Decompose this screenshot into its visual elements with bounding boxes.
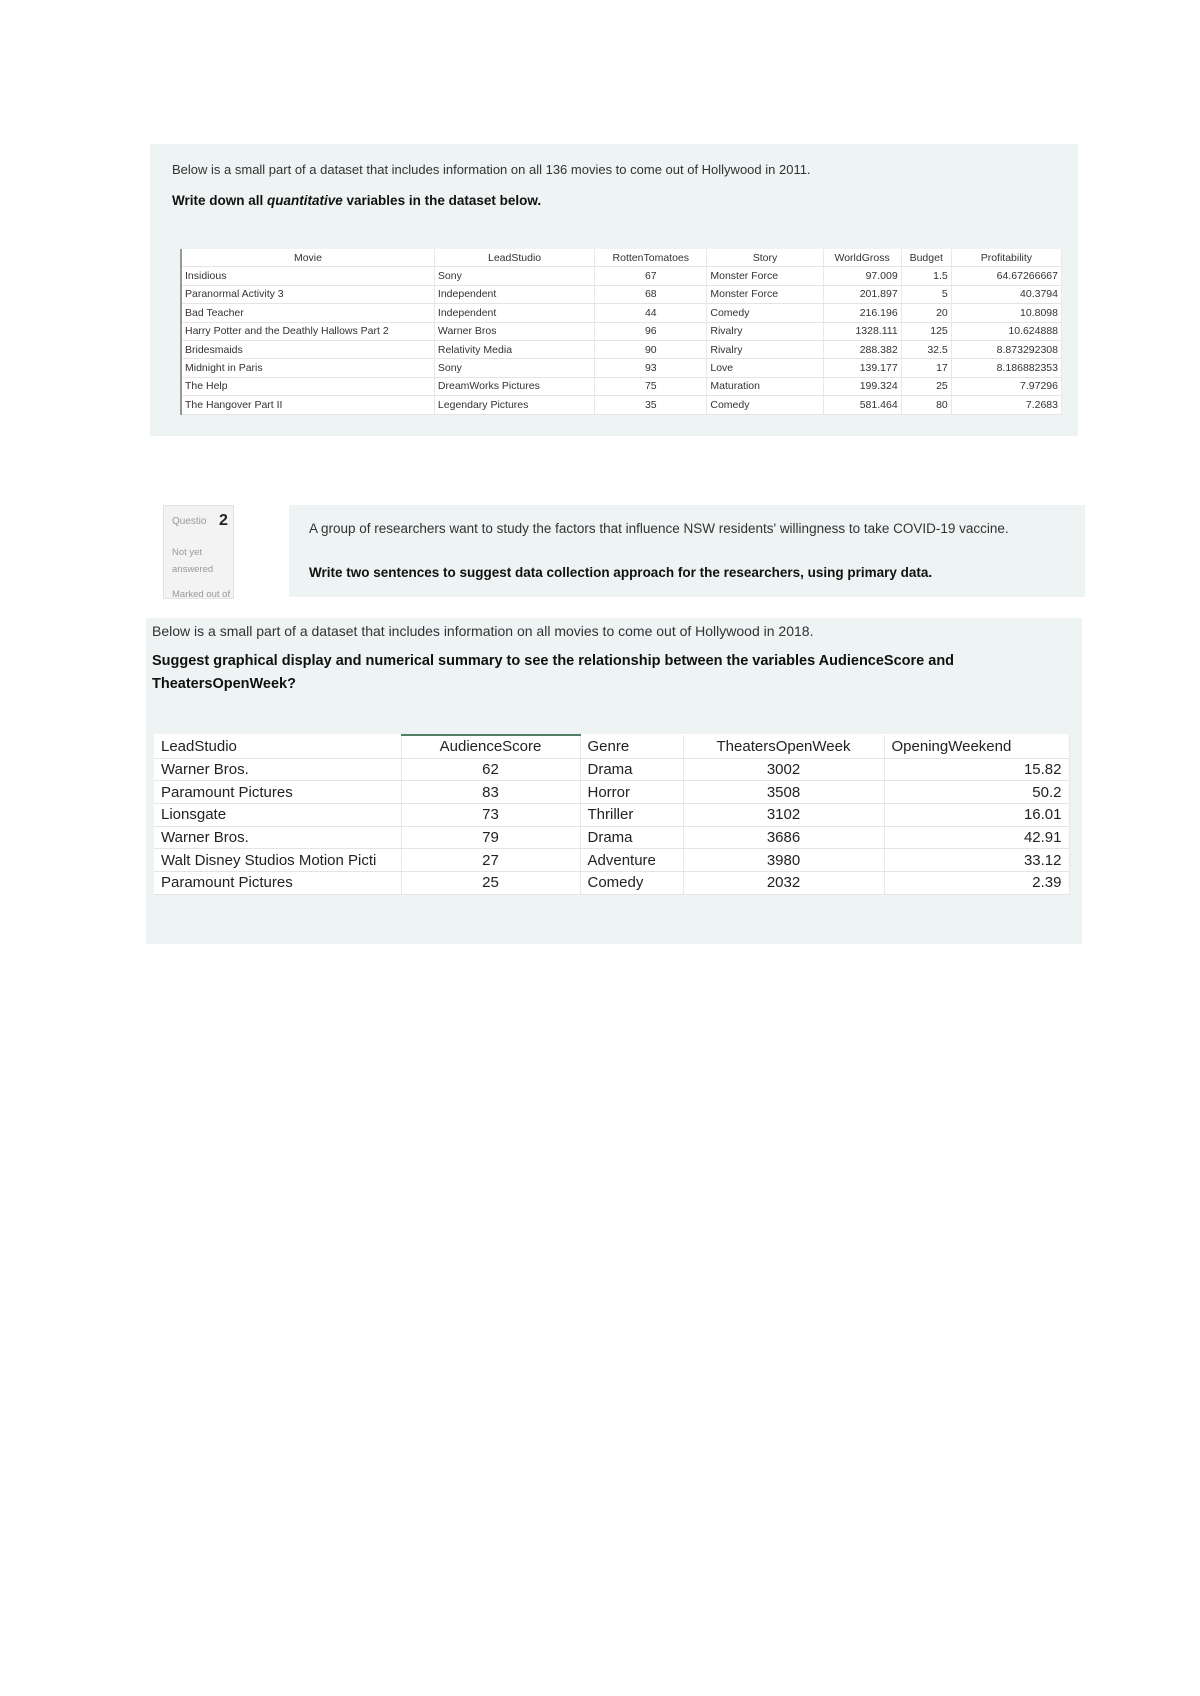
cell-worldgross: 216.196 [823,304,901,322]
cell-openingweekend: 15.82 [884,758,1069,781]
cell-profitability: 40.3794 [951,285,1061,303]
table-row [182,304,1062,322]
cell-budget: 20 [901,304,951,322]
cell-profitability: 8.186882353 [951,359,1061,377]
cell-budget: 25 [901,377,951,395]
question-1-prompt [172,193,541,208]
cell-budget: 32.5 [901,340,951,358]
cell-worldgross: 97.009 [823,267,901,285]
cell-leadstudio: Warner Bros. [154,758,401,781]
question-3-panel [146,618,1082,944]
cell-theatersopenweek: 3980 [683,849,884,872]
cell-story: Rivalry [707,322,823,340]
question-3-intro: Below is a small part of a dataset that includes information on all movies to come out of Hollywood in 2018. [152,623,814,639]
prompt-text-end: variables in the dataset below. [342,193,542,208]
question-number: 2 [219,512,228,529]
cell-rottentomatoes: 93 [595,359,707,377]
cell-profitability: 10.8098 [951,304,1061,322]
cell-movie: Midnight in Paris [182,359,434,377]
table-row [154,804,1069,827]
question-2-info-box [163,505,234,599]
table-row [182,267,1062,285]
cell-leadstudio: Paramount Pictures [154,872,401,895]
cell-story: Monster Force [707,267,823,285]
table-row [154,872,1069,895]
cell-worldgross: 1328.111 [823,322,901,340]
question-1-panel [150,144,1078,436]
cell-openingweekend: 50.2 [884,781,1069,804]
cell-rottentomatoes: 90 [595,340,707,358]
cell-worldgross: 288.382 [823,340,901,358]
cell-leadstudio: Legendary Pictures [434,396,594,414]
cell-leadstudio: Independent [434,285,594,303]
cell-leadstudio: Sony [434,267,594,285]
table-header-row [182,249,1062,267]
cell-worldgross: 581.464 [823,396,901,414]
cell-movie: Insidious [182,267,434,285]
column-header: LeadStudio [434,249,594,267]
table-row [154,849,1069,872]
cell-budget: 80 [901,396,951,414]
cell-leadstudio: Warner Bros [434,322,594,340]
cell-genre: Comedy [580,872,683,895]
cell-movie: The Help [182,377,434,395]
table-row [182,396,1062,414]
cell-worldgross: 201.897 [823,285,901,303]
table-row [182,285,1062,303]
cell-theatersopenweek: 3102 [683,804,884,827]
movies-2018-table [154,734,1070,895]
cell-audiencescore: 27 [401,849,580,872]
cell-theatersopenweek: 3002 [683,758,884,781]
cell-rottentomatoes: 68 [595,285,707,303]
cell-openingweekend: 2.39 [884,872,1069,895]
movies-2011-table [182,249,1062,415]
cell-audiencescore: 25 [401,872,580,895]
cell-worldgross: 139.177 [823,359,901,377]
cell-rottentomatoes: 67 [595,267,707,285]
status-line: answered [172,564,214,575]
cell-theatersopenweek: 2032 [683,872,884,895]
prompt-emphasis: quantitative [267,193,343,208]
column-header: Profitability [951,249,1061,267]
cell-leadstudio: DreamWorks Pictures [434,377,594,395]
movies-2018-table-wrap [154,734,1069,895]
cell-budget: 5 [901,285,951,303]
cell-story: Love [707,359,823,377]
cell-leadstudio: Sony [434,359,594,377]
cell-audiencescore: 83 [401,781,580,804]
cell-theatersopenweek: 3686 [683,826,884,849]
cell-profitability: 10.624888 [951,322,1061,340]
column-header: OpeningWeekend [884,735,1069,758]
cell-story: Rivalry [707,340,823,358]
column-header: TheatersOpenWeek [683,735,884,758]
cell-movie: Bad Teacher [182,304,434,322]
cell-genre: Adventure [580,849,683,872]
cell-movie: Paranormal Activity 3 [182,285,434,303]
table-row [182,322,1062,340]
cell-profitability: 7.2683 [951,396,1061,414]
cell-audiencescore: 73 [401,804,580,827]
cell-genre: Drama [580,826,683,849]
column-header: Genre [580,735,683,758]
cell-rottentomatoes: 96 [595,322,707,340]
question-label: Questio [172,516,207,527]
cell-genre: Drama [580,758,683,781]
table-header-row [154,735,1069,758]
cell-profitability: 7.97296 [951,377,1061,395]
cell-budget: 17 [901,359,951,377]
cell-audiencescore: 62 [401,758,580,781]
cell-openingweekend: 33.12 [884,849,1069,872]
question-3-prompt: Suggest graphical display and numerical summary to see the relationship between the variables AudienceScore and TheatersOpenWeek? [152,653,955,692]
status-line: Not yet [172,547,203,558]
question-1-intro: Below is a small part of a dataset that includes information on all 136 movies to come out of Hollywood in 2011. [172,162,811,177]
cell-profitability: 8.873292308 [951,340,1061,358]
question-2-text: A group of researchers want to study the factors that influence NSW residents' willingness to take COVID-19 vaccine. [309,521,1009,536]
answer-status [172,544,213,578]
cell-theatersopenweek: 3508 [683,781,884,804]
cell-budget: 125 [901,322,951,340]
table-row [154,758,1069,781]
cell-openingweekend: 42.91 [884,826,1069,849]
table-row [182,359,1062,377]
prompt-text-start: Write down all [172,193,268,208]
cell-leadstudio: Lionsgate [154,804,401,827]
cell-story: Comedy [707,304,823,322]
cell-leadstudio: Relativity Media [434,340,594,358]
cell-leadstudio: Walt Disney Studios Motion Picti [154,849,401,872]
cell-movie: Harry Potter and the Deathly Hallows Part 2 [182,322,434,340]
table-row [154,781,1069,804]
cell-audiencescore: 79 [401,826,580,849]
column-header-selected: AudienceScore [401,735,580,758]
cell-profitability: 64.67266667 [951,267,1061,285]
cell-leadstudio: Warner Bros. [154,826,401,849]
cell-movie: Bridesmaids [182,340,434,358]
cell-story: Monster Force [707,285,823,303]
column-header: Story [707,249,823,267]
cell-story: Comedy [707,396,823,414]
cell-story: Maturation [707,377,823,395]
cell-rottentomatoes: 44 [595,304,707,322]
cell-rottentomatoes: 35 [595,396,707,414]
marked-out-of: Marked out of [172,589,231,600]
cell-leadstudio: Independent [434,304,594,322]
table-row [182,340,1062,358]
cell-worldgross: 199.324 [823,377,901,395]
cell-leadstudio: Paramount Pictures [154,781,401,804]
question-2-prompt: Write two sentences to suggest data collection approach for the researchers, using primary data. [309,565,933,580]
cell-rottentomatoes: 75 [595,377,707,395]
cell-budget: 1.5 [901,267,951,285]
column-header: RottenTomatoes [595,249,707,267]
cell-movie: The Hangover Part II [182,396,434,414]
question-2-panel [289,505,1085,597]
table-row [182,377,1062,395]
column-header: Movie [182,249,434,267]
cell-genre: Thriller [580,804,683,827]
column-header: LeadStudio [154,735,401,758]
cell-genre: Horror [580,781,683,804]
column-header: Budget [901,249,951,267]
table-row [154,826,1069,849]
column-header: WorldGross [823,249,901,267]
movies-2011-table-wrap [180,249,1062,415]
cell-openingweekend: 16.01 [884,804,1069,827]
